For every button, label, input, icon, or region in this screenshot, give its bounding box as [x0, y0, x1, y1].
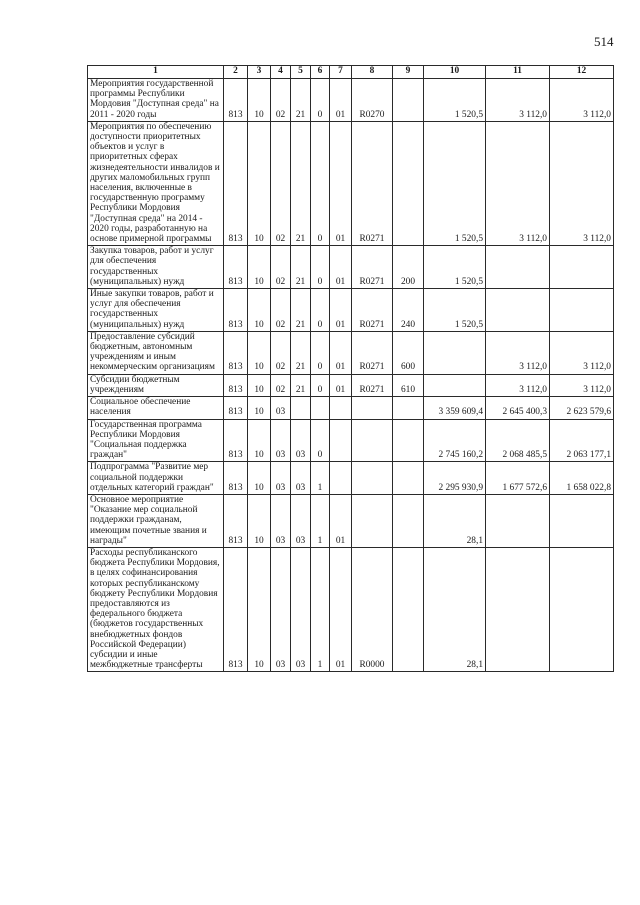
code-cell: 01: [330, 289, 352, 332]
code-cell: 813: [224, 289, 248, 332]
amount-cell: 1 520,5: [424, 121, 486, 245]
code-cell: 600: [393, 331, 424, 374]
amount-cell: 28,1: [424, 547, 486, 671]
code-cell: [393, 547, 424, 671]
code-cell: R0000: [352, 547, 393, 671]
code-cell: [330, 419, 352, 462]
code-cell: 813: [224, 547, 248, 671]
amount-cell: 1 520,5: [424, 79, 486, 122]
row-name-cell: Государственная программа Республики Мордовия "Социальная поддержка граждан": [88, 419, 224, 462]
code-cell: 10: [248, 289, 271, 332]
amount-cell: 1 677 572,6: [486, 462, 550, 495]
code-cell: 10: [248, 121, 271, 245]
column-header: 11: [486, 66, 550, 79]
code-cell: 813: [224, 331, 248, 374]
amount-cell: 2 623 579,6: [550, 397, 614, 419]
code-cell: 10: [248, 419, 271, 462]
code-cell: 0: [311, 121, 330, 245]
table-row: [88, 374, 614, 396]
code-cell: 21: [291, 79, 311, 122]
code-cell: 01: [330, 494, 352, 547]
column-header: 12: [550, 66, 614, 79]
row-name-cell: Закупка товаров, работ и услуг для обеспечения государственных (муниципальных) нужд: [88, 246, 224, 289]
code-cell: 10: [248, 79, 271, 122]
amount-cell: [550, 494, 614, 547]
amount-cell: [550, 289, 614, 332]
code-cell: 03: [291, 494, 311, 547]
column-header: 10: [424, 66, 486, 79]
amount-cell: 28,1: [424, 494, 486, 547]
code-cell: [291, 397, 311, 419]
code-cell: 21: [291, 121, 311, 245]
code-cell: 01: [330, 246, 352, 289]
code-cell: 21: [291, 374, 311, 396]
code-cell: [393, 121, 424, 245]
code-cell: [352, 419, 393, 462]
table-header-row: [88, 66, 614, 79]
code-cell: R0271: [352, 246, 393, 289]
row-name-cell: Расходы республиканского бюджета Республики Мордовия, в целях софинансирования которых республиканскому бюджету Республики Мордовия предоставляются из федерального бюджета (бюджетов государственных внебюджетных фондов Российской Федерации) субсидии и иные межбюджетные трансферты: [88, 547, 224, 671]
amount-cell: 1 658 022,8: [550, 462, 614, 495]
code-cell: 02: [271, 374, 291, 396]
code-cell: 0: [311, 79, 330, 122]
row-name-cell: Предоставление субсидий бюджетным, автономным учреждениям и иным некоммерческим организациям: [88, 331, 224, 374]
table-row: [88, 121, 614, 245]
code-cell: 10: [248, 547, 271, 671]
amount-cell: 2 063 177,1: [550, 419, 614, 462]
amount-cell: [486, 547, 550, 671]
table-row: [88, 246, 614, 289]
column-header: 6: [311, 66, 330, 79]
table-row: [88, 462, 614, 495]
code-cell: 1: [311, 547, 330, 671]
code-cell: 1: [311, 494, 330, 547]
code-cell: 0: [311, 331, 330, 374]
table-row: [88, 397, 614, 419]
page-number: 514: [594, 34, 614, 49]
amount-cell: [550, 547, 614, 671]
code-cell: [330, 462, 352, 495]
amount-cell: [486, 494, 550, 547]
code-cell: 813: [224, 374, 248, 396]
amount-cell: 3 112,0: [486, 79, 550, 122]
table-row: [88, 331, 614, 374]
amount-cell: 1 520,5: [424, 246, 486, 289]
code-cell: [393, 397, 424, 419]
code-cell: [393, 419, 424, 462]
column-header: 4: [271, 66, 291, 79]
column-header: 9: [393, 66, 424, 79]
code-cell: 10: [248, 462, 271, 495]
row-name-cell: Основное мероприятие "Оказание мер социальной поддержки гражданам, имеющим почетные звания и награды": [88, 494, 224, 547]
amount-cell: [424, 374, 486, 396]
code-cell: 610: [393, 374, 424, 396]
code-cell: 10: [248, 397, 271, 419]
code-cell: 02: [271, 121, 291, 245]
column-header: 5: [291, 66, 311, 79]
code-cell: 813: [224, 246, 248, 289]
code-cell: 10: [248, 246, 271, 289]
code-cell: 03: [271, 462, 291, 495]
code-cell: 10: [248, 374, 271, 396]
code-cell: [352, 494, 393, 547]
column-header: 2: [224, 66, 248, 79]
amount-cell: [550, 246, 614, 289]
code-cell: R0271: [352, 289, 393, 332]
amount-cell: [486, 246, 550, 289]
row-name-cell: Иные закупки товаров, работ и услуг для обеспечения государственных (муниципальных) нужд: [88, 289, 224, 332]
code-cell: 813: [224, 121, 248, 245]
code-cell: 10: [248, 494, 271, 547]
code-cell: 01: [330, 547, 352, 671]
row-name-cell: Социальное обеспечение населения: [88, 397, 224, 419]
code-cell: 03: [271, 397, 291, 419]
table-body: [88, 79, 614, 672]
amount-cell: 3 112,0: [486, 331, 550, 374]
table-row: [88, 79, 614, 122]
code-cell: 0: [311, 246, 330, 289]
code-cell: 01: [330, 121, 352, 245]
code-cell: 0: [311, 289, 330, 332]
code-cell: 01: [330, 331, 352, 374]
code-cell: 1: [311, 462, 330, 495]
amount-cell: 3 112,0: [550, 121, 614, 245]
code-cell: 813: [224, 419, 248, 462]
amount-cell: 3 112,0: [550, 79, 614, 122]
code-cell: 813: [224, 494, 248, 547]
code-cell: 10: [248, 331, 271, 374]
code-cell: 03: [291, 419, 311, 462]
row-name-cell: Подпрограмма "Развитие мер социальной поддержки отдельных категорий граждан": [88, 462, 224, 495]
amount-cell: 2 645 400,3: [486, 397, 550, 419]
code-cell: 813: [224, 79, 248, 122]
code-cell: 03: [291, 547, 311, 671]
row-name-cell: Мероприятия государственной программы Республики Мордовия "Доступная среда" на 2011 - 2020 годы: [88, 79, 224, 122]
code-cell: 03: [271, 419, 291, 462]
code-cell: 02: [271, 331, 291, 374]
amount-cell: 2 745 160,2: [424, 419, 486, 462]
code-cell: [352, 462, 393, 495]
code-cell: 21: [291, 331, 311, 374]
code-cell: 03: [291, 462, 311, 495]
code-cell: [330, 397, 352, 419]
row-name-cell: Субсидии бюджетным учреждениям: [88, 374, 224, 396]
code-cell: 03: [271, 494, 291, 547]
amount-cell: [424, 331, 486, 374]
code-cell: 01: [330, 79, 352, 122]
code-cell: 0: [311, 374, 330, 396]
code-cell: 02: [271, 79, 291, 122]
code-cell: R0271: [352, 121, 393, 245]
code-cell: [393, 494, 424, 547]
amount-cell: 3 112,0: [486, 121, 550, 245]
code-cell: 21: [291, 246, 311, 289]
amount-cell: 1 520,5: [424, 289, 486, 332]
amount-cell: 3 112,0: [550, 374, 614, 396]
table-row: [88, 289, 614, 332]
column-header: 8: [352, 66, 393, 79]
code-cell: R0271: [352, 374, 393, 396]
amount-cell: 3 359 609,4: [424, 397, 486, 419]
code-cell: [393, 79, 424, 122]
amount-cell: 2 295 930,9: [424, 462, 486, 495]
amount-cell: [486, 289, 550, 332]
column-header: 1: [88, 66, 224, 79]
table-row: [88, 494, 614, 547]
code-cell: 02: [271, 246, 291, 289]
code-cell: 03: [271, 547, 291, 671]
row-name-cell: Мероприятия по обеспечению доступности приоритетных объектов и услуг в приоритетных сферах жизнедеятельности инвалидов и других маломобильных групп населения, включенные в государственную программу Республики Мордовия "Доступная среда" на 2014 - 2020 годы, разработанную на основе примерной программы: [88, 121, 224, 245]
amount-cell: 2 068 485,5: [486, 419, 550, 462]
code-cell: 240: [393, 289, 424, 332]
code-cell: [311, 397, 330, 419]
amount-cell: 3 112,0: [486, 374, 550, 396]
table-row: [88, 547, 614, 671]
code-cell: [352, 397, 393, 419]
code-cell: 200: [393, 246, 424, 289]
code-cell: 0: [311, 419, 330, 462]
amount-cell: 3 112,0: [550, 331, 614, 374]
code-cell: 01: [330, 374, 352, 396]
code-cell: R0271: [352, 331, 393, 374]
column-header: 7: [330, 66, 352, 79]
code-cell: 813: [224, 462, 248, 495]
table-row: [88, 419, 614, 462]
code-cell: 02: [271, 289, 291, 332]
code-cell: [393, 462, 424, 495]
code-cell: R0270: [352, 79, 393, 122]
column-header: 3: [248, 66, 271, 79]
budget-table: [87, 65, 614, 672]
code-cell: 21: [291, 289, 311, 332]
code-cell: 813: [224, 397, 248, 419]
